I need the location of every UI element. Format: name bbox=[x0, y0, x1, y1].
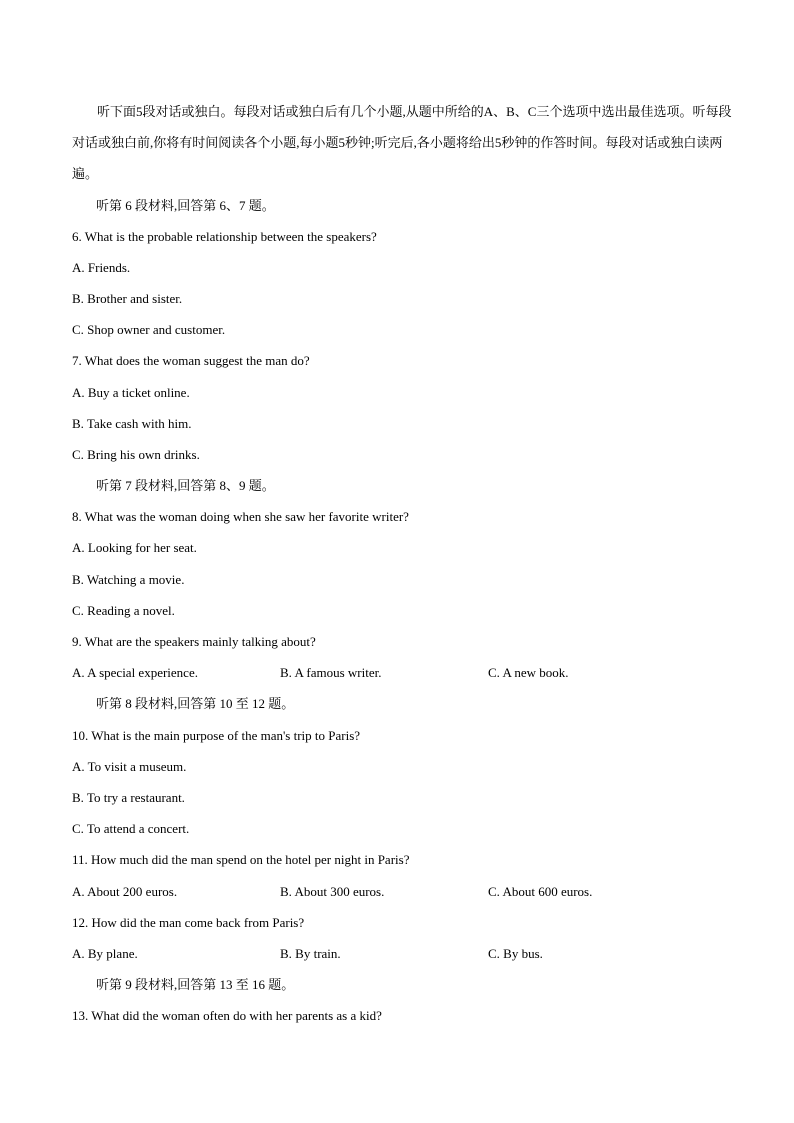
question-7: 7. What does the woman suggest the man do? bbox=[72, 353, 310, 368]
instructions-paragraph: 听下面5段对话或独白。每段对话或独白后有几个小题,从题中所给的A、B、C三个选项中选出最佳选项。听每段对话或独白前,你将有时间阅读各个小题,每小题5秒钟;听完后,各小题将给出5秒钟的作答时间。每段对话或独白读两遍。 bbox=[72, 104, 732, 181]
section-heading-7: 听第 7 段材料,回答第 8、9 题。 bbox=[96, 478, 275, 493]
question-11: 11. How much did the man spend on the hotel per night in Paris? bbox=[72, 852, 410, 867]
q10-option-b: B. To try a restaurant. bbox=[72, 790, 185, 805]
section-heading-9: 听第 9 段材料,回答第 13 至 16 题。 bbox=[96, 977, 295, 992]
q10-option-c: C. To attend a concert. bbox=[72, 821, 190, 836]
q11-option-a: A. About 200 euros. bbox=[72, 884, 178, 899]
question-13: 13. What did the woman often do with her parents as a kid? bbox=[72, 1008, 382, 1023]
q9-option-c: C. A new book. bbox=[488, 665, 569, 680]
q8-option-c: C. Reading a novel. bbox=[72, 603, 175, 618]
q7-option-c: C. Bring his own drinks. bbox=[72, 447, 200, 462]
q11-option-b: B. About 300 euros. bbox=[280, 884, 385, 899]
section-heading-8: 听第 8 段材料,回答第 10 至 12 题。 bbox=[96, 696, 295, 711]
question-10: 10. What is the main purpose of the man's trip to Paris? bbox=[72, 728, 361, 743]
question-8: 8. What was the woman doing when she saw her favorite writer? bbox=[72, 509, 409, 524]
q9-option-a: A. A special experience. bbox=[72, 665, 198, 680]
question-6: 6. What is the probable relationship between the speakers? bbox=[72, 229, 377, 244]
q6-option-b: B. Brother and sister. bbox=[72, 291, 183, 306]
q10-option-a: A. To visit a museum. bbox=[72, 759, 187, 774]
question-9: 9. What are the speakers mainly talking about? bbox=[72, 634, 316, 649]
q6-option-c: C. Shop owner and customer. bbox=[72, 322, 226, 337]
q12-option-c: C. By bus. bbox=[488, 946, 543, 961]
question-12: 12. How did the man come back from Paris? bbox=[72, 915, 305, 930]
q11-option-c: C. About 600 euros. bbox=[488, 884, 593, 899]
q8-option-b: B. Watching a movie. bbox=[72, 572, 185, 587]
q12-option-a: A. By plane. bbox=[72, 946, 138, 961]
section-heading-6: 听第 6 段材料,回答第 6、7 题。 bbox=[96, 198, 275, 213]
q7-option-a: A. Buy a ticket online. bbox=[72, 385, 190, 400]
q6-option-a: A. Friends. bbox=[72, 260, 131, 275]
q7-option-b: B. Take cash with him. bbox=[72, 416, 192, 431]
q9-option-b: B. A famous writer. bbox=[280, 665, 382, 680]
q8-option-a: A. Looking for her seat. bbox=[72, 540, 197, 555]
q12-option-b: B. By train. bbox=[280, 946, 341, 961]
